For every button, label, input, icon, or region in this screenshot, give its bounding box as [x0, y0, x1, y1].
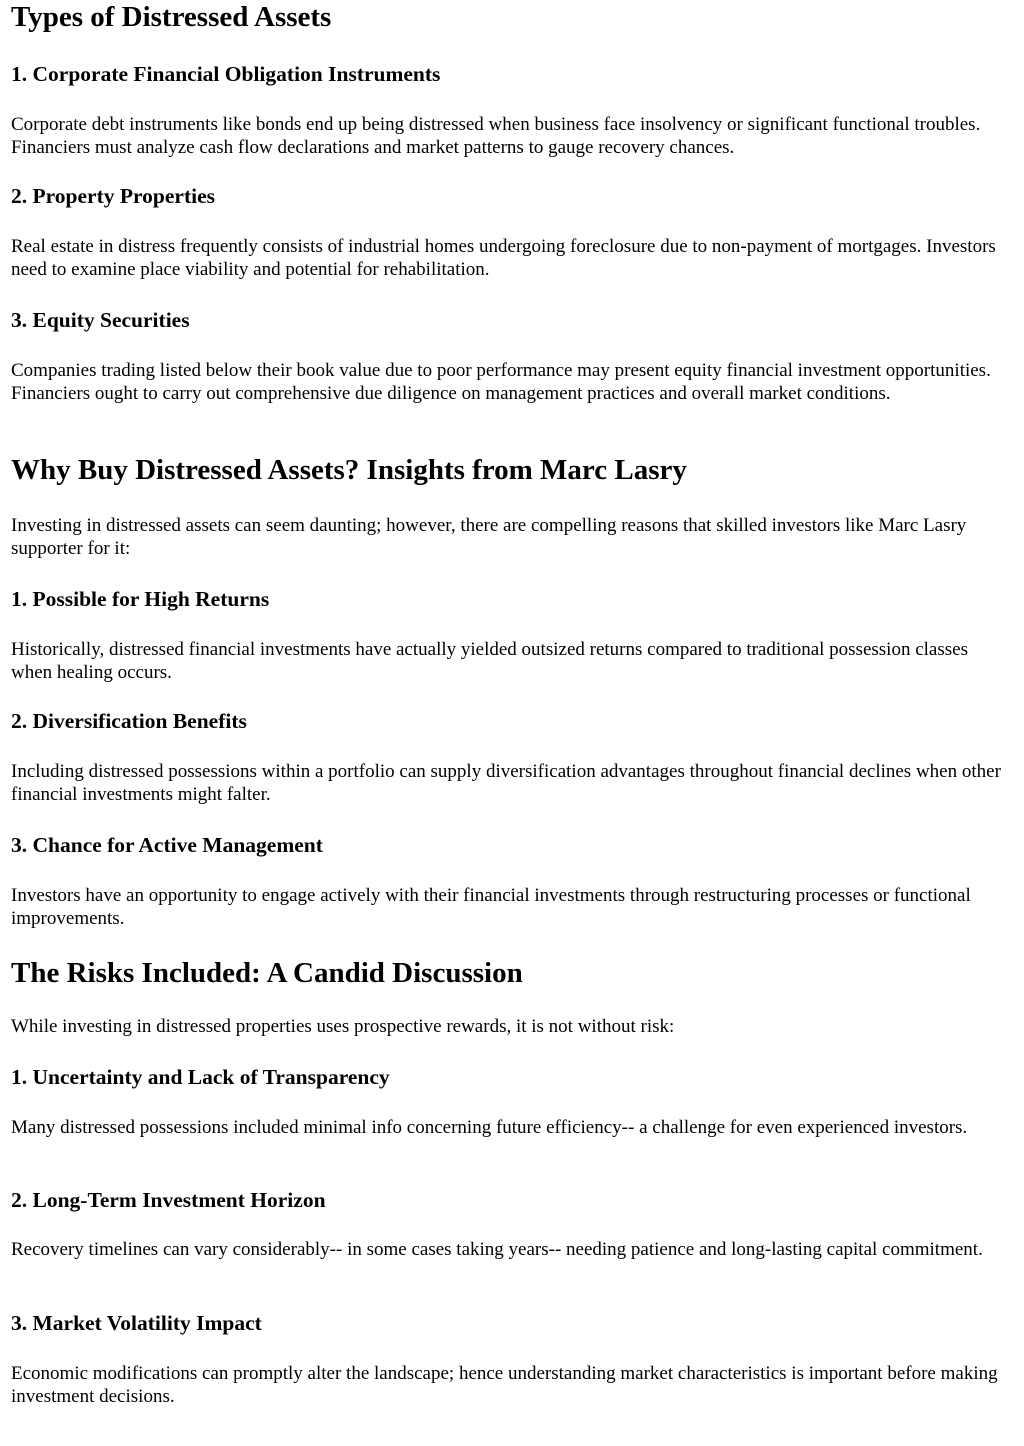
paragraph-equity: Companies trading listed below their book value due to poor performance may present equity financial investment opportunities. Financiers ought to carry out comprehensive due diligence on management practices and overall market conditions. — [11, 360, 991, 404]
paragraph-risks-intro: While investing in distressed properties uses prospective rewards, it is not without risk: — [11, 1016, 675, 1037]
paragraph-why-buy-intro: Investing in distressed assets can seem daunting; however, there are compelling reasons that skilled investors like Marc Lasry supporter for it: — [11, 515, 967, 559]
paragraph-active-management: Investors have an opportunity to engage actively with their financial investments through restructuring processes or functional improvements. — [11, 885, 971, 929]
paragraph-high-returns: Historically, distressed financial investments have actually yielded outsized returns compared to traditional possession classes when healing occurs. — [11, 639, 968, 683]
paragraph-corporate: Corporate debt instruments like bonds end up being distressed when business face insolvency or significant functional troubles. Financiers must analyze cash flow declarations and market patterns to gauge recovery chances. — [11, 114, 981, 158]
subsection-heading-diversification: 2. Diversification Benefits — [11, 709, 247, 733]
subsection-heading-high-returns: 1. Possible for High Returns — [11, 587, 270, 611]
section-heading-why-buy: Why Buy Distressed Assets? Insights from Marc Lasry — [11, 454, 687, 486]
subsection-heading-long-term: 2. Long-Term Investment Horizon — [11, 1188, 326, 1212]
subsection-heading-uncertainty: 1. Uncertainty and Lack of Transparency — [11, 1065, 390, 1089]
subsection-heading-active-management: 3. Chance for Active Management — [11, 833, 323, 857]
paragraph-uncertainty: Many distressed possessions included minimal info concerning future efficiency-- a challenge for even experienced investors. — [11, 1117, 968, 1138]
paragraph-volatility: Economic modifications can promptly alter the landscape; hence understanding market characteristics is important before making investment decisions. — [11, 1363, 998, 1407]
paragraph-property: Real estate in distress frequently consists of industrial homes undergoing foreclosure due to non-payment of mortgages. Investors need to examine place viability and potential for rehabilitation. — [11, 236, 996, 280]
section-heading-risks: The Risks Included: A Candid Discussion — [11, 957, 523, 989]
subsection-heading-property: 2. Property Properties — [11, 184, 215, 208]
subsection-heading-corporate: 1. Corporate Financial Obligation Instruments — [11, 62, 441, 86]
paragraph-long-term: Recovery timelines can vary considerably-- in some cases taking years-- needing patience and long-lasting capital commitment. — [11, 1239, 983, 1260]
paragraph-diversification: Including distressed possessions within a portfolio can supply diversification advantages throughout financial declines when other financial investments might falter. — [11, 761, 1001, 805]
subsection-heading-equity: 3. Equity Securities — [11, 308, 190, 332]
section-heading-types: Types of Distressed Assets — [11, 1, 332, 33]
subsection-heading-volatility: 3. Market Volatility Impact — [11, 1311, 262, 1335]
